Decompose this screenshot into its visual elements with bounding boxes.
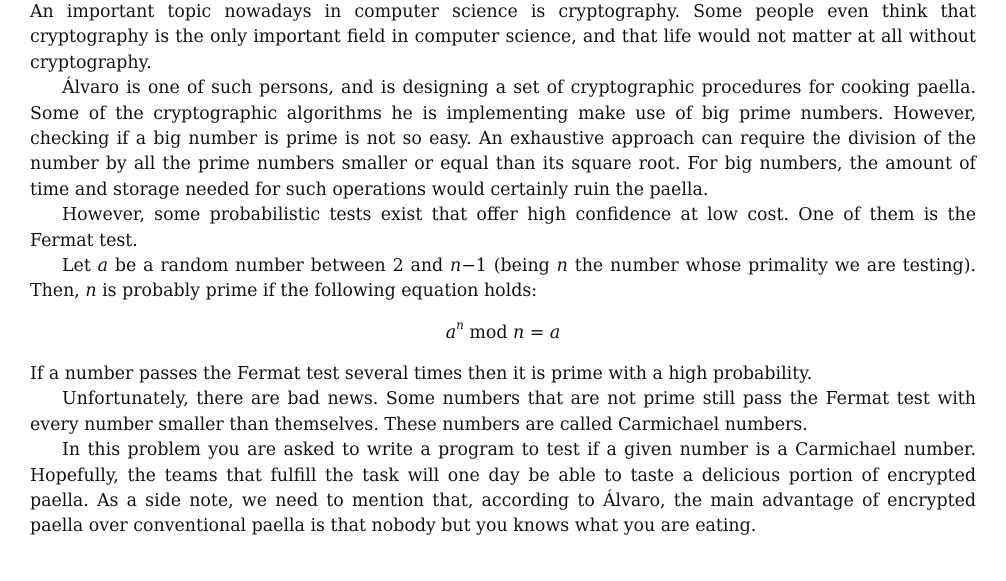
text-segment: −1 (being [461, 256, 557, 277]
math-variable-a: a [97, 256, 109, 277]
paragraph-alvaro: Álvaro is one of such persons, and is designing a set of cryptographic procedures for cooking paella. Some of the cryptographic algorithms he is implementing make use of big prime numbers. However, checking if a big number is prime is not so easy. An exhaustive approach can require the division of the number by all the prime numbers smaller or equal than its square root. For big numbers, the amount of time and storage needed for such operations would certainly ruin the paella. [30, 78, 976, 200]
equation-base: a [445, 322, 457, 343]
text-segment: is probably prime if the following equation holds: [96, 281, 538, 302]
equation-equals: = [524, 322, 550, 343]
math-variable-n: n [556, 256, 568, 277]
problem-statement [30, 0, 976, 540]
text-segment: the number whose primality we are testing). Then, [30, 256, 977, 302]
equation-rhs: a [549, 322, 561, 343]
equation-modulus: n [513, 322, 525, 343]
paragraph-task: In this problem you are asked to write a program to test if a given number is a Carmichael number. Hopefully, the teams that fulfill the task will one day be able to taste a delicious portion of encrypted paella. As a side note, we need to mention that, according to Álvaro, the main advantage of encrypted paella over conventional paella is that nobody but you knows what you are eating. [30, 440, 976, 537]
paragraph-carmichael: Unfortunately, there are bad news. Some numbers that are not prime still pass the Fermat test with every number smaller than themselves. These numbers are called Carmichael numbers. [30, 389, 976, 435]
paragraph-fermat-probability: If a number passes the Fermat test several times then it is prime with a high probability. [30, 363, 813, 384]
text-segment: Let [62, 256, 98, 277]
paragraph-fermat-definition [30, 254, 976, 305]
math-variable-n: n [85, 281, 97, 302]
equation-operator: mod [463, 322, 514, 343]
equation-exponent: n [456, 318, 464, 333]
paragraph-intro: An important topic nowadays in computer science is cryptography. Some people even think that cryptography is the only important field in computer science, and that life would not matter at all without cryptography. [30, 2, 976, 73]
text-segment: be a random number between 2 and [108, 256, 451, 277]
math-variable-n: n [450, 256, 462, 277]
fermat-equation [30, 318, 976, 346]
paragraph-probabilistic: However, some probabilistic tests exist that offer high confidence at low cost. One of them is the Fermat test. [30, 205, 976, 251]
